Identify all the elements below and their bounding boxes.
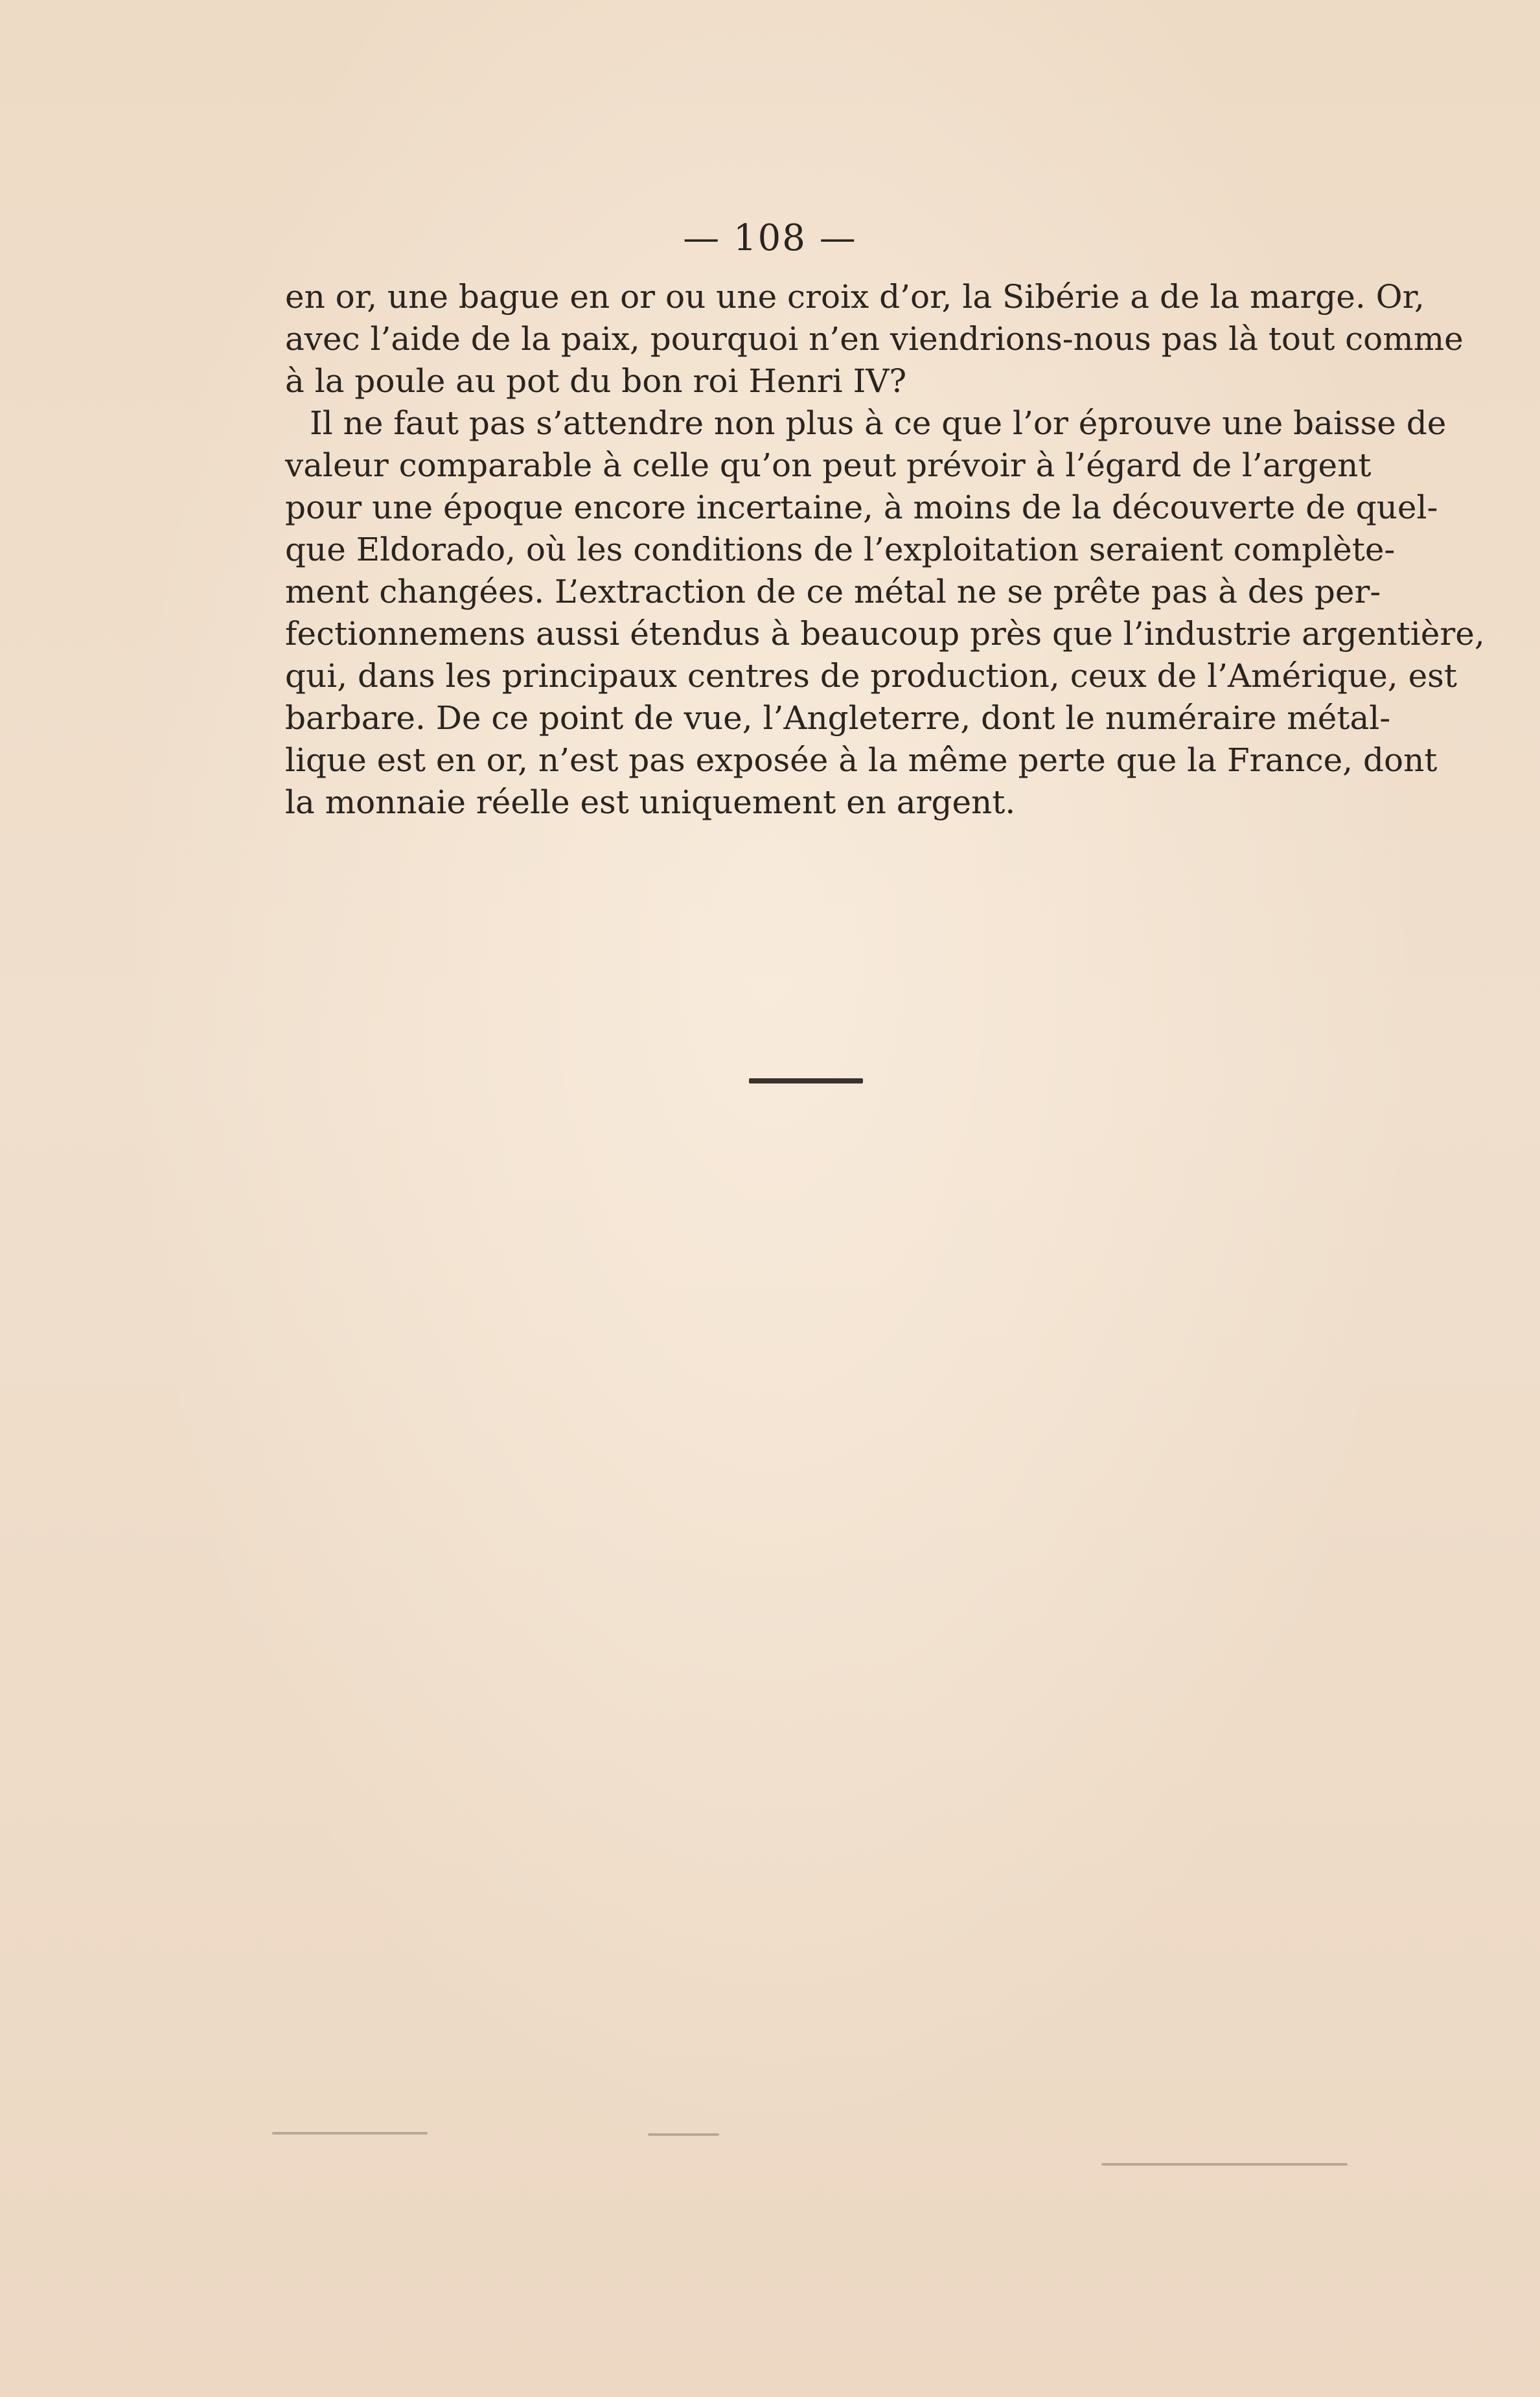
text-line: fectionnemens aussi étendus à beaucoup près que l’industrie argentière,	[285, 615, 1485, 653]
bleed-through-mark	[272, 2132, 428, 2135]
bleed-through-mark	[648, 2133, 719, 2136]
text-line: lique est en or, n’est pas exposée à la même perte que la France, dont	[285, 741, 1438, 779]
text-line: pour une époque encore incertaine, à moins de la découverte de quel-	[285, 489, 1438, 526]
text-line: en or, une bague en or ou une croix d’or, la Sibérie a de la marge. Or,	[285, 278, 1425, 316]
text-line: valeur comparable à celle qu’on peut prévoir à l’égard de l’argent	[285, 446, 1372, 484]
text-line: avec l’aide de la paix, pourquoi n’en viendrions-nous pas là tout comme	[285, 320, 1464, 358]
text-line: à la poule au pot du bon roi Henri IV?	[285, 362, 907, 400]
text-line: barbare. De ce point de vue, l’Angleterre, dont le numéraire métal-	[285, 699, 1391, 737]
text-line: que Eldorado, où les conditions de l’exploitation seraient complète-	[285, 531, 1396, 568]
body-text	[285, 276, 1485, 824]
paragraph-first-line: Il ne faut pas s’attendre non plus à ce que l’or éprouve une baisse de	[310, 404, 1447, 442]
text-line: la monnaie réelle est uniquement en argent.	[285, 783, 1016, 821]
bleed-through-mark	[1101, 2163, 1348, 2166]
page-number: — 108 —	[683, 217, 857, 259]
text-line: qui, dans les principaux centres de production, ceux de l’Amérique, est	[285, 657, 1457, 695]
end-rule-divider	[749, 1078, 863, 1083]
text-line: ment changées. L’extraction de ce métal ne se prête pas à des per-	[285, 573, 1381, 610]
